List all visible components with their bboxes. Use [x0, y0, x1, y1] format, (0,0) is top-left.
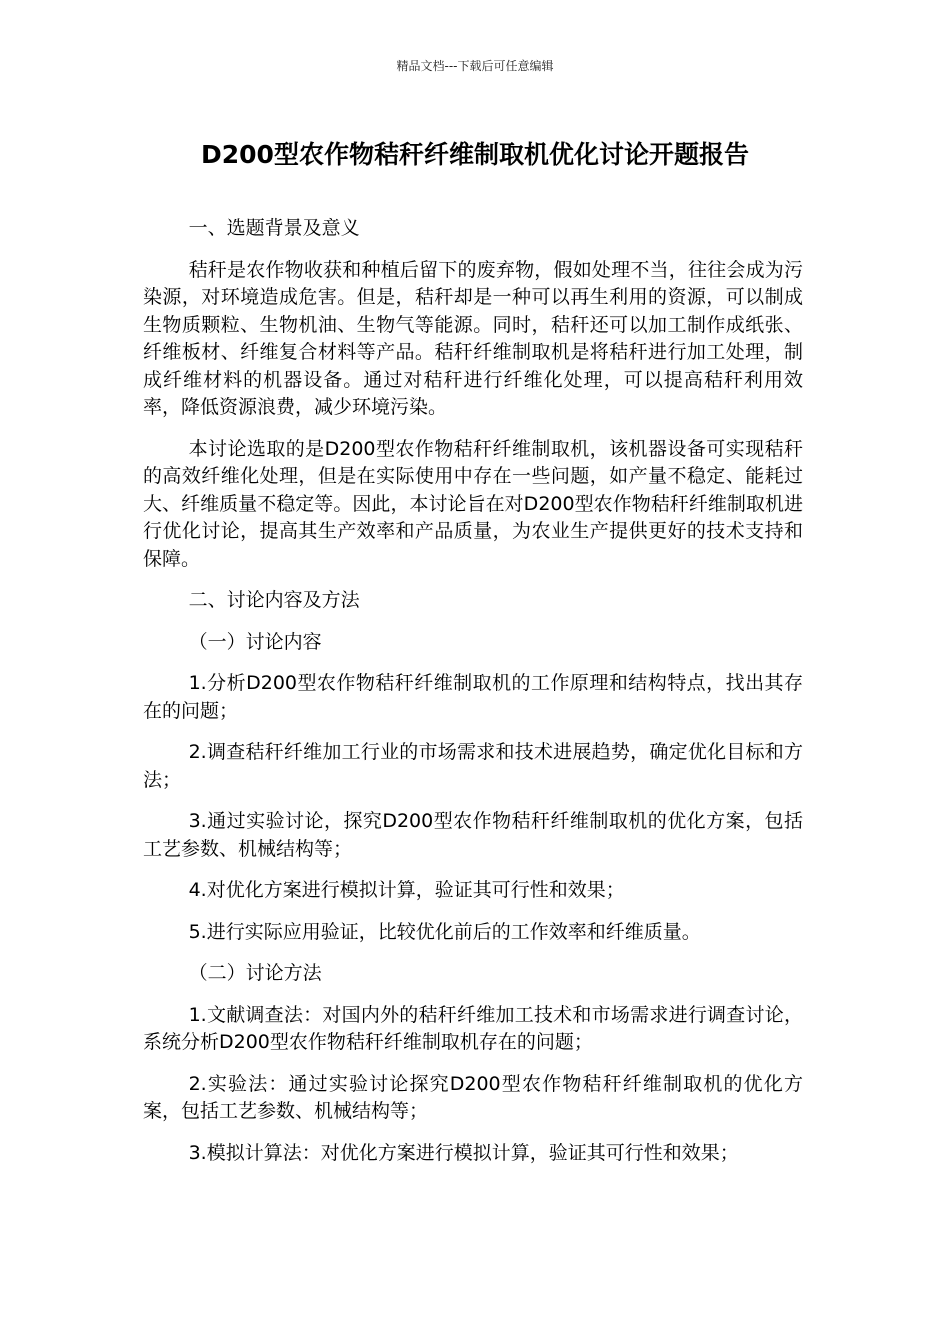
content-item-2: 2.调查秸秆纤维加工行业的市场需求和技术进展趋势，确定优化目标和方法；: [143, 741, 803, 791]
content-item-1: 1.分析D200型农作物秸秆纤维制取机的工作原理和结构特点，找出其存在的问题；: [143, 672, 803, 722]
content-item-5: 5.进行实际应用验证，比较优化前后的工作效率和纤维质量。: [188, 920, 701, 943]
method-item-1: 1.文献调查法：对国内外的秸秆纤维加工技术和市场需求进行调查讨论，系统分析D200型农作物秸秆纤维制取机存在的问题；: [143, 1003, 803, 1053]
content-item-4: 4.对优化方案进行模拟计算，验证其可行性和效果；: [188, 879, 625, 901]
method-item-2: 2.实验法：通过实验讨论探究D200型农作物秸秆纤维制取机的优化方案，包括工艺参数、机械结构等；: [143, 1072, 803, 1122]
subheading-method: （二）讨论方法: [188, 962, 322, 984]
method-item-3: 3.模拟计算法：对优化方案进行模拟计算，验证其可行性和效果；: [188, 1141, 739, 1164]
paragraph-background-2: 本讨论选取的是D200型农作物秸秆纤维制取机，该机器设备可实现秸秆的高效纤维化处理，但是在实际使用中存在一些问题，如产量不稳定、能耗过大、纤维质量不稳定等。因此，本讨论旨在对D200型农作物秸秆纤维制取机进行优化讨论，提高其生产效率和产品质量，为农业生产提供更好的技术支持和保障。: [143, 437, 803, 570]
subheading-content: （一）讨论内容: [188, 630, 322, 653]
document-body: [143, 215, 803, 1181]
document-title: D200型农作物秸秆纤维制取机优化讨论开题报告: [201, 140, 749, 169]
content-item-3: 3.通过实验讨论，探究D200型农作物秸秆纤维制取机的优化方案，包括工艺参数、机械结构等；: [143, 810, 803, 860]
section-heading-content-method: 二、讨论内容及方法: [188, 589, 360, 611]
paragraph-background-1: 秸秆是农作物收获和种植后留下的废弃物，假如处理不当，往往会成为污染源，对环境造成危害。但是，秸秆却是一种可以再生利用的资源，可以制成生物质颗粒、生物机油、生物气等能源。同时，秸秆还可以加工制作成纸张、纤维板材、纤维复合材料等产品。秸秆纤维制取机是将秸秆进行加工处理，制成纤维材料的机器设备。通过对秸秆进行纤维化处理，可以提高秸秆利用效率，降低资源浪费，减少环境污染。: [143, 258, 803, 418]
section-heading-background: 一、选题背景及意义: [188, 217, 360, 239]
header-note: 精品文档---下载后可任意编辑: [396, 59, 554, 73]
